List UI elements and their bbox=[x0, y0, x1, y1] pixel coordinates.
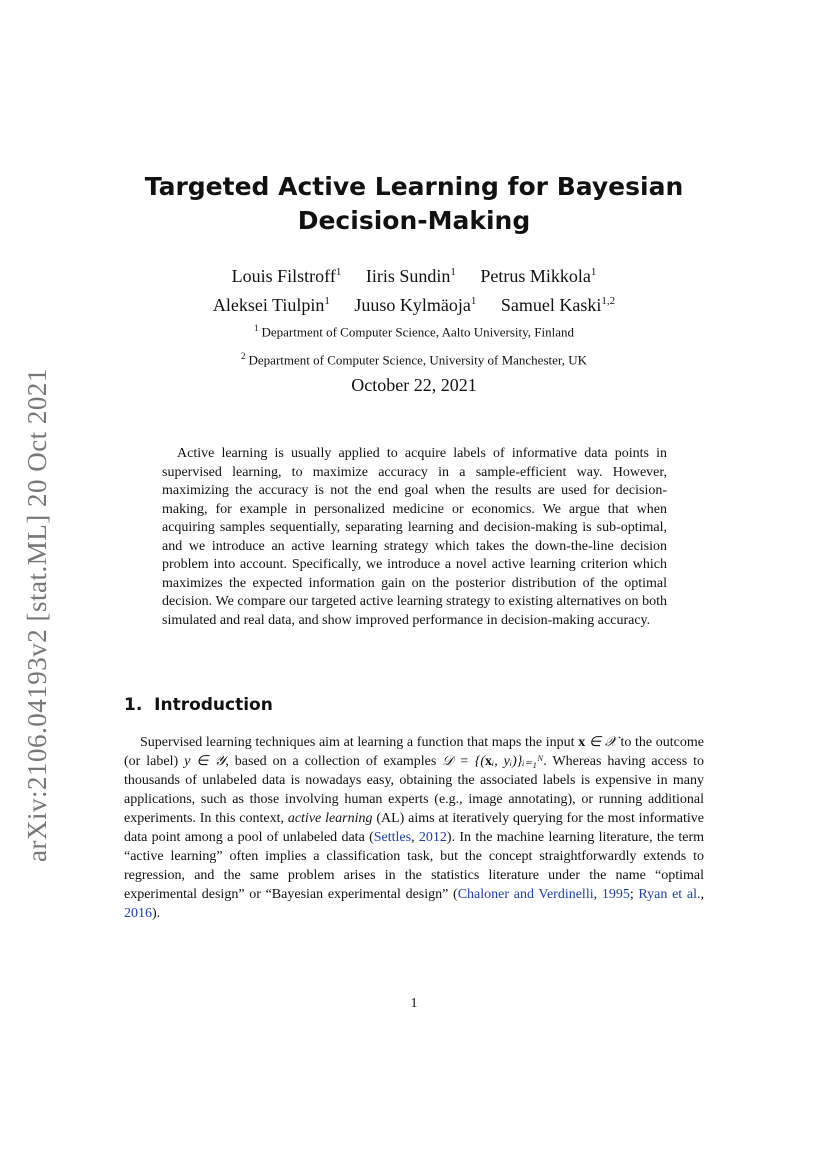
citation-link[interactable]: 2012 bbox=[418, 830, 447, 845]
author: Aleksei Tiulpin$^1$ bbox=[212, 295, 330, 315]
author: Samuel Kaski$^{1,2}$ bbox=[500, 295, 616, 315]
math-symbol: 𝒟 = {( bbox=[442, 754, 486, 769]
math-symbol: x bbox=[485, 754, 493, 769]
author: Juuso Kylmäoja$^1$ bbox=[354, 295, 477, 315]
citation-link[interactable]: Settles bbox=[373, 830, 412, 845]
arxiv-identifier: arXiv:2106.04193v2 [stat.ML] 20 Oct 2021 bbox=[22, 368, 52, 862]
citation-link[interactable]: 1995 bbox=[601, 887, 630, 902]
affiliation-list bbox=[124, 316, 704, 373]
title-line-1: Targeted Active Learning for Bayesian bbox=[144, 172, 684, 201]
math-symbol: ᵢ, yᵢ)}ᵢ₌₁ᴺ bbox=[492, 754, 544, 769]
math-symbol: y bbox=[184, 754, 191, 769]
page-number: 1 bbox=[410, 996, 418, 1011]
affiliation: $^2$ Department of Computer Science, University of Manchester, UK bbox=[241, 351, 587, 368]
citation-link[interactable]: Chaloner and Verdinelli bbox=[457, 887, 594, 902]
author: Petrus Mikkola$^1$ bbox=[480, 266, 597, 286]
affiliation: $^1$ Department of Computer Science, Aalto University, Finland bbox=[253, 323, 575, 340]
author: Louis Filstroff$^1$ bbox=[231, 266, 342, 286]
math-symbol: ∈ 𝒳 bbox=[585, 735, 617, 750]
section-heading: 1. Introduction bbox=[124, 695, 273, 715]
citation-link[interactable]: 2016 bbox=[124, 906, 152, 921]
intro-paragraph: Supervised learning techniques aim at learning a function that maps the input x ∈ 𝒳 to the outcome (or label) y ∈ 𝒴, based on a collection of examples 𝒟 = {(xᵢ, yᵢ)}ᵢ₌₁ᴺ. Whereas having access to thousands of unlabeled data is nowadays easy, obtaining the associated labels is expensive in many applications, such as those involving human experts (e.g., image annotating), or running additional experiments. In this context, active learning (AL) aims at iteratively querying for the most informative data point among a pool of unlabeled data (Settles, 2012). In the machine learning literature, the term “active learning” often implies a classification task, but the concept straightforwardly extends to regression, and the same problem arises in the statistics literature under the name “optimal experimental design” or “Bayesian experimental design” (Chaloner and Verdinelli, 1995; Ryan et al., 2016). bbox=[124, 735, 704, 921]
author-list bbox=[124, 260, 704, 318]
citation-link[interactable]: Ryan et al. bbox=[638, 887, 701, 902]
author: Iiris Sundin$^1$ bbox=[365, 266, 456, 286]
title-line-2: Decision-Making bbox=[297, 206, 531, 235]
math-symbol: x bbox=[578, 735, 586, 750]
math-symbol: ∈ 𝒴 bbox=[190, 754, 226, 769]
paper-title bbox=[124, 170, 704, 238]
publication-date: October 22, 2021 bbox=[351, 375, 477, 395]
abstract: Active learning is usually applied to acquire labels of informative data points in supervised learning, to maximize accuracy in a sample-efficient way. However, maximizing the accuracy is not the end goal when the results are used for decision-making, for example in personalized medicine or economics. We argue that when acquiring samples sequentially, separating learning and decision-making is sub-optimal, and we introduce an active learning strategy which takes the down-the-line decision problem into account. Specifically, we introduce a novel active learning criterion which maximizes the expected information gain on the posterior distribution of the optimal decision. We compare our targeted active learning strategy to existing alternatives on both simulated and real data, and show improved performance in decision-making accuracy. bbox=[162, 446, 667, 628]
emphasis: active learning bbox=[287, 811, 373, 826]
